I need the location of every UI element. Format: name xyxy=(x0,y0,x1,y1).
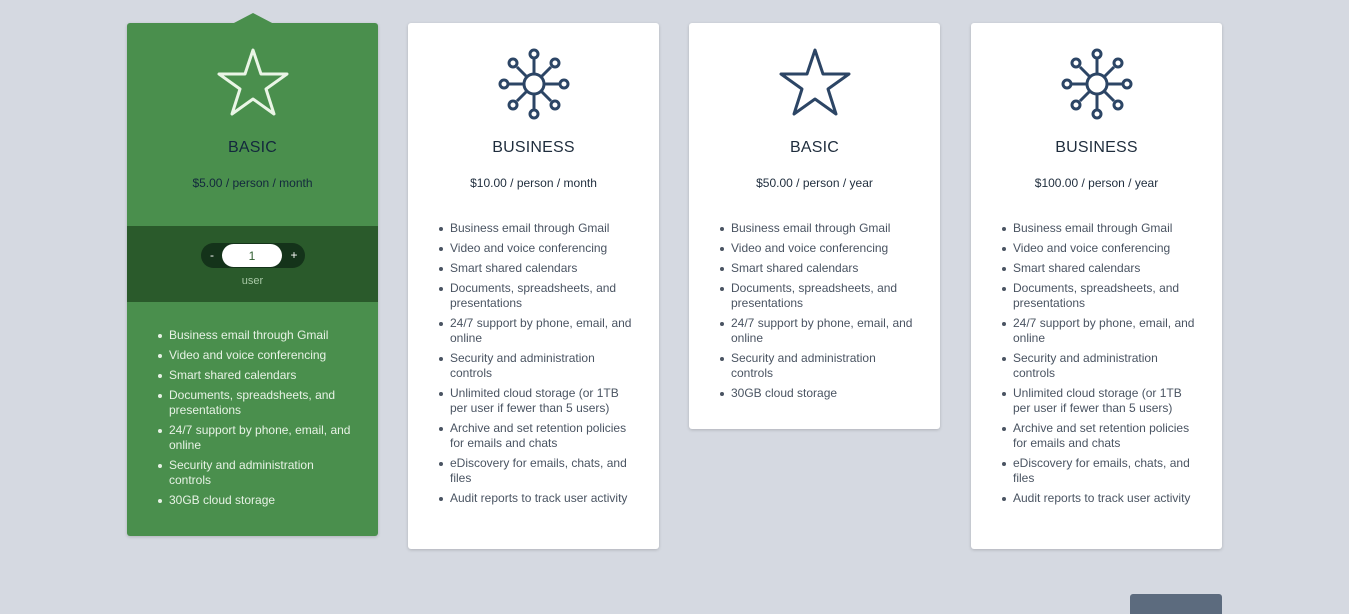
feature-item: 24/7 support by phone, email, and online xyxy=(719,316,919,346)
feature-item: Audit reports to track user activity xyxy=(1001,491,1201,506)
feature-item: Video and voice conferencing xyxy=(157,348,357,363)
plan-name: BUSINESS xyxy=(1055,139,1138,156)
feature-list xyxy=(157,328,357,513)
plan-price: $100.00 / person / year xyxy=(1034,176,1159,190)
star-icon xyxy=(127,47,378,121)
feature-item: Business email through Gmail xyxy=(438,221,638,236)
feature-item: 24/7 support by phone, email, and online xyxy=(157,423,357,453)
feature-item: Smart shared calendars xyxy=(1001,261,1201,276)
feature-item: Documents, spreadsheets, and presentations xyxy=(719,281,919,311)
feature-item: Documents, spreadsheets, and presentations xyxy=(1001,281,1201,311)
feature-item: Documents, spreadsheets, and presentations xyxy=(438,281,638,311)
feature-item: Unlimited cloud storage (or 1TB per user if fewer than 5 users) xyxy=(1001,386,1201,416)
network-icon xyxy=(408,47,659,121)
selected-indicator-arrow xyxy=(232,13,274,24)
feature-item: Archive and set retention policies for emails and chats xyxy=(438,421,638,451)
feature-item: 24/7 support by phone, email, and online xyxy=(438,316,638,346)
feature-item: eDiscovery for emails, chats, and files xyxy=(1001,456,1201,486)
continue-button[interactable] xyxy=(1130,594,1222,614)
plan-card-basic-monthly[interactable] xyxy=(127,23,378,536)
decrement-button[interactable]: - xyxy=(210,248,214,262)
feature-item: Security and administration controls xyxy=(438,351,638,381)
feature-item: Smart shared calendars xyxy=(438,261,638,276)
plan-card-basic-yearly[interactable] xyxy=(689,23,940,429)
increment-button[interactable]: + xyxy=(290,248,298,262)
plan-card-business-monthly[interactable] xyxy=(408,23,659,549)
user-quantity-panel xyxy=(127,226,378,302)
feature-item: 24/7 support by phone, email, and online xyxy=(1001,316,1201,346)
feature-item: Unlimited cloud storage (or 1TB per user if fewer than 5 users) xyxy=(438,386,638,416)
feature-item: Business email through Gmail xyxy=(719,221,919,236)
plan-name: BUSINESS xyxy=(492,139,575,156)
star-icon xyxy=(689,47,940,121)
quantity-stepper xyxy=(201,243,305,268)
plan-price: $5.00 / person / month xyxy=(192,176,313,190)
feature-item: Security and administration controls xyxy=(157,458,357,488)
quantity-input[interactable] xyxy=(222,244,282,267)
feature-item: 30GB cloud storage xyxy=(719,386,919,401)
feature-item: 30GB cloud storage xyxy=(157,493,357,508)
feature-item: Smart shared calendars xyxy=(719,261,919,276)
network-icon xyxy=(971,47,1222,121)
feature-item: eDiscovery for emails, chats, and files xyxy=(438,456,638,486)
feature-item: Archive and set retention policies for emails and chats xyxy=(1001,421,1201,451)
plan-card-business-yearly[interactable] xyxy=(971,23,1222,549)
feature-item: Video and voice conferencing xyxy=(438,241,638,256)
feature-list xyxy=(438,221,638,511)
feature-item: Video and voice conferencing xyxy=(719,241,919,256)
quantity-unit-label: user xyxy=(241,275,264,287)
feature-list xyxy=(719,221,919,406)
feature-item: Business email through Gmail xyxy=(1001,221,1201,236)
feature-item: Documents, spreadsheets, and presentations xyxy=(157,388,357,418)
feature-item: Video and voice conferencing xyxy=(1001,241,1201,256)
feature-list xyxy=(1001,221,1201,511)
feature-item: Business email through Gmail xyxy=(157,328,357,343)
feature-item: Security and administration controls xyxy=(1001,351,1201,381)
plan-name: BASIC xyxy=(227,139,277,156)
feature-item: Smart shared calendars xyxy=(157,368,357,383)
feature-item: Security and administration controls xyxy=(719,351,919,381)
plan-price: $50.00 / person / year xyxy=(756,176,873,190)
plan-name: BASIC xyxy=(789,139,839,156)
feature-item: Audit reports to track user activity xyxy=(438,491,638,506)
plan-price: $10.00 / person / month xyxy=(470,176,597,190)
